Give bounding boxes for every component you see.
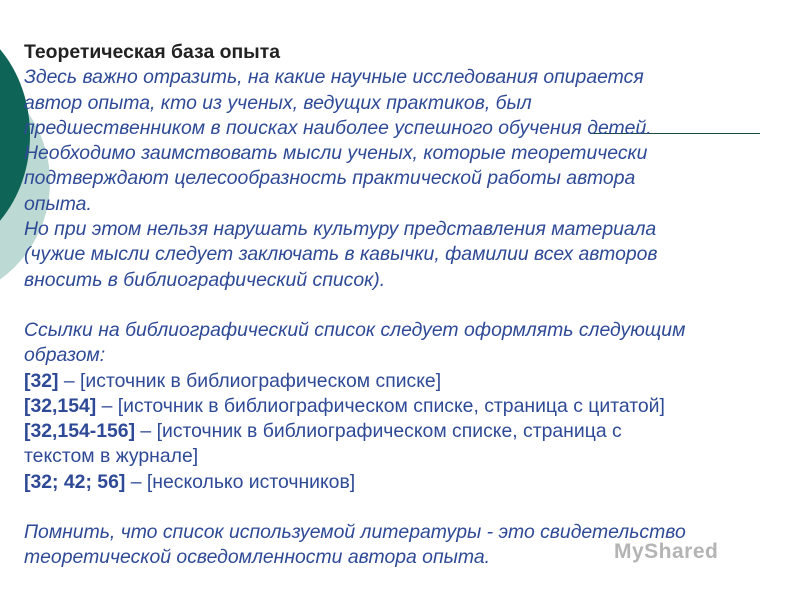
- reference-code: [32,154-156]: [24, 420, 136, 443]
- text-line: Ссылки на библиографический список следует оформлять следующим: [24, 318, 686, 341]
- text-line: Необходимо заимствовать мысли ученых, которые теоретически: [24, 142, 648, 165]
- text-line: подтверждают целесообразность практической работы автора: [24, 167, 636, 190]
- reference-item-continued: [24, 444, 784, 469]
- text-line: Помнить, что список используемой литературы - это свидетельство: [24, 521, 686, 544]
- reference-item: [24, 419, 784, 444]
- reference-code: [32,154]: [24, 394, 97, 417]
- reference-code: [32]: [24, 369, 59, 392]
- text-line: опыта.: [24, 192, 92, 215]
- reference-item: [24, 394, 784, 419]
- text-line: вносить в библиографический список).: [24, 268, 386, 291]
- reference-text: – [несколько источников]: [125, 470, 356, 493]
- spacer: [24, 495, 784, 520]
- text-line: автор опыта, кто из ученых, ведущих практиков, был: [24, 91, 532, 114]
- text-line: теоретической осведомленности автора опыта.: [24, 546, 491, 569]
- text-line: Но при этом нельзя нарушать культуру представления материала: [24, 218, 657, 241]
- text-line: (чужие мысли следует заключать в кавычки, фамилии всех авторов: [24, 243, 658, 266]
- reference-text: – [источник в библиографическом списке]: [58, 369, 442, 392]
- text-line: предшественником в поисках наиболее успешного обучения детей.: [24, 116, 652, 139]
- reference-list: [24, 369, 784, 495]
- reference-code: [32; 42; 56]: [24, 470, 126, 493]
- slide-title: Теоретическая база опыта: [24, 41, 281, 63]
- reference-item: [24, 470, 784, 495]
- text-line: Здесь важно отразить, на какие научные исследования опирается: [24, 66, 644, 89]
- text-line: образом:: [24, 344, 106, 367]
- slide-content: [24, 40, 784, 571]
- reference-text: – [источник в библиографическом списке, страница с цитатой]: [96, 394, 665, 417]
- reference-text: текстом в журнале]: [24, 445, 199, 468]
- paragraph-references-intro: [24, 318, 784, 369]
- paragraph-intro: [24, 65, 784, 293]
- reference-item: [24, 369, 784, 394]
- reference-text: – [источник в библиографическом списке, страница с: [135, 420, 622, 443]
- spacer: [24, 293, 784, 318]
- watermark-logo: MyShared: [614, 540, 719, 563]
